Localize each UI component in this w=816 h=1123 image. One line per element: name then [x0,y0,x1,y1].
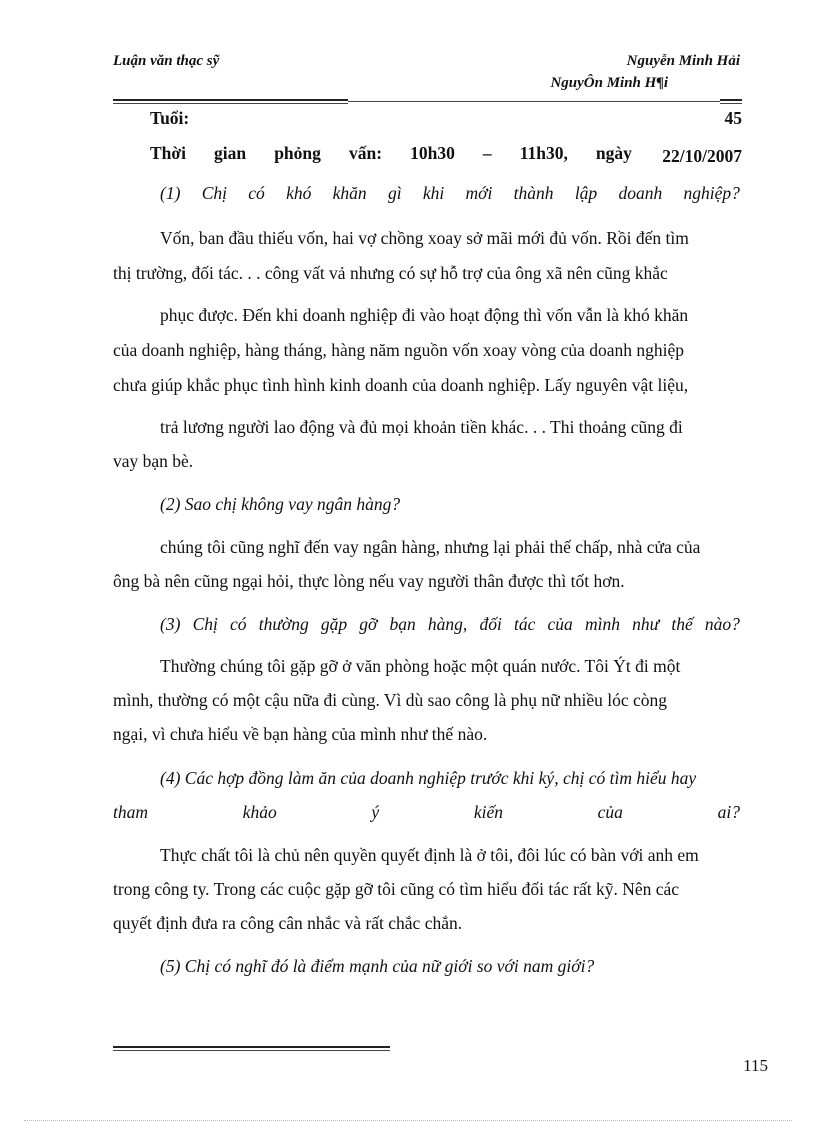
answer-3-line-2: mình, thường có một cậu nữa đi cùng. Vì dù sao công là phụ nữ nhiều lóc còng [113,690,668,710]
header-author: Nguyễn Minh Hải [626,53,740,69]
page-bottom-border [24,1120,792,1121]
page-number: 115 [743,1056,768,1075]
footnote-rule [113,1046,390,1048]
answer-1-line-3: phục được. Đến khi doanh nghiệp đi vào hoạt động thì vốn vẫn là khó khăn [160,305,689,325]
question-1: (1) Chị có khó khăn gì khi mới thành lập doanh nghiệp? [160,183,740,203]
answer-2-line-2: ông bà nên cũng ngại hỏi, thực lòng nếu vay người thân được thì tốt hơn. [113,571,625,591]
answer-4-line-3: quyết định đưa ra công cân nhắc và rất chắc chắn. [113,913,463,933]
interview-time: Thời gian phỏng vấn: 10h30 – 11h30, ngày [150,143,632,163]
question-5: (5) Chị có nghĩ đó là điểm mạnh của nữ giới so với nam giới? [160,956,595,976]
answer-1-line-4: của doanh nghiệp, hàng tháng, hàng năm nguồn vốn xoay vòng của doanh nghiệp [113,340,685,360]
header-rule-right-thin [720,103,742,104]
age-label: Tuổi: [150,108,190,128]
answer-4-line-2: trong công ty. Trong các cuộc gặp gỡ tôi cũng có tìm hiểu đối tác rất kỹ. Nên các [113,879,680,899]
answer-1-line-6: trả lương người lao động và đủ mọi khoản tiền khác. . . Thi thoảng cũng đi [160,417,683,437]
question-4-line-2: tham khảo ý kiến của ai? [113,802,740,822]
header-rule-right [720,99,742,101]
age-value: 45 [724,108,742,128]
answer-1-line-7: vay bạn bè. [113,451,194,471]
answer-1-line-2: thị trường, đối tác. . . công vất vả nhưng có sự hỗ trợ của ông xã nên cũng khắc [113,263,668,283]
header-rule-left [113,99,348,101]
header-rule-middle [348,101,720,102]
question-3: (3) Chị có thường gặp gỡ bạn hàng, đối tác của mình như thế nào? [160,614,740,634]
header-rule-left-thin [113,103,348,104]
answer-1-line-5: chưa giúp khắc phục tình hình kinh doanh của doanh nghiệp. Lấy nguyên vật liệu, [113,375,689,395]
answer-2-line-1: chúng tôi cũng nghĩ đến vay ngân hàng, nhưng lại phải thế chấp, nhà cửa của [160,537,701,557]
header-author-garbled: NguyÔn Minh H¶i [550,75,668,91]
answer-3-line-1: Thường chúng tôi gặp gỡ ở văn phòng hoặc một quán nước. Tôi Ýt đi một [160,656,681,676]
header-thesis-title: Luận văn thạc sỹ [113,53,220,69]
question-4-line-1: (4) Các hợp đồng làm ăn của doanh nghiệp trước khi ký, chị có tìm hiểu hay [160,768,697,788]
answer-4-line-1: Thực chất tôi là chủ nên quyền quyết định là ở tôi, đôi lúc có bàn với anh em [160,845,699,865]
answer-3-line-3: ngại, vì chưa hiểu về bạn hàng của mình như thế nào. [113,724,488,744]
question-2: (2) Sao chị không vay ngân hàng? [160,494,401,514]
answer-1-line-1: Vốn, ban đầu thiếu vốn, hai vợ chồng xoay sở mãi mới đủ vốn. Rồi đến tìm [160,228,689,248]
interview-date: 22/10/2007 [662,146,742,166]
footnote-rule-thin [113,1050,390,1051]
